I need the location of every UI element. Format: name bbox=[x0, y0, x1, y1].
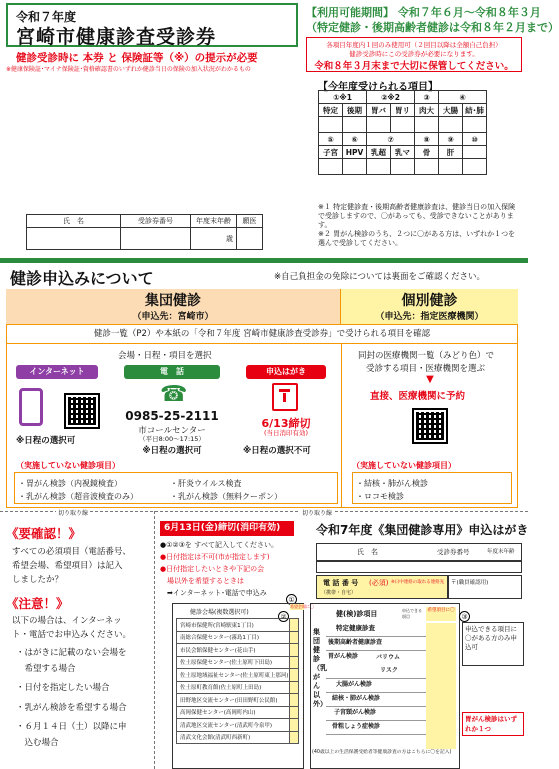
validity-note-2: 健診受診時にこの受診券が必要になります。 bbox=[349, 50, 479, 58]
venue-check[interactable] bbox=[289, 644, 298, 657]
caution-title: 《注意！》 bbox=[6, 596, 69, 611]
venue-item: 佐土原保健センター(佐土原町下田島) bbox=[177, 656, 290, 669]
postcard-deadline-banner: 6月13日(金)締切(消印有効) bbox=[160, 521, 294, 536]
cut-line-vertical bbox=[154, 511, 155, 769]
tel-note: ※日中連絡の取れる連絡先 bbox=[391, 580, 445, 585]
group-unavailable-2: ・肝炎ウイルス検査 bbox=[170, 479, 242, 488]
items-note-1: ※１ 特定健診査・後期高齢者健康診査は、健診当日の加入保険で受診しますので、〇があっても、受診できないことがあります。 bbox=[318, 203, 516, 229]
ticket-warning-sub: ※健康保険証･マイナ保険証･資格確認書のいずれか健診当日の保険の加入状況がわかるもの bbox=[6, 66, 251, 73]
ticket-warning: 健診受診時に 本券 と 保険証等（※）の提示が必要 bbox=[16, 52, 258, 64]
person-number-cell bbox=[121, 228, 191, 250]
divider bbox=[341, 344, 342, 508]
caution-text bbox=[12, 614, 131, 642]
card-deadline-sub: (当日消印有効) bbox=[263, 429, 309, 437]
venue-title: 健診会場(複数選択可) bbox=[190, 609, 249, 616]
items-note-2: ※２ 胃がん検診のうち、２つに〇がある方は、いずれか１つを選んで受診してください。 bbox=[318, 230, 516, 247]
individual-desc-2: 受診する項目・医療機関を選ぶ bbox=[366, 364, 486, 374]
item-num: ①※1 bbox=[319, 91, 367, 104]
validity-period: 【利用可能期間】 令和７年６月～令和８年３月 bbox=[306, 6, 541, 19]
individual-title: 個別健診 bbox=[401, 293, 458, 309]
tel-required: (必須) bbox=[369, 579, 389, 587]
venue-item: 市民会館保健センター(花山手) bbox=[177, 644, 290, 657]
person-header: 願医 bbox=[237, 215, 263, 228]
venue-check[interactable] bbox=[289, 731, 298, 744]
venue-item: 佐土原地域福祉センター(佐土原町東上那珂) bbox=[177, 669, 290, 682]
postcard-instruction: ●①②③を すべて記入してください。 bbox=[160, 541, 279, 549]
caution-item: ・乳がん検診を希望する場合 bbox=[16, 702, 127, 713]
name-label: 氏 名 bbox=[357, 548, 378, 556]
confirm-text bbox=[12, 545, 131, 587]
validity-note-1: 各項目年度内１回のみ使用可（２回目以降は全額自己負担） bbox=[326, 41, 502, 49]
person-header: 氏 名 bbox=[27, 215, 121, 228]
postal-label: 〒(職員確認用) bbox=[451, 580, 489, 586]
venue-check[interactable] bbox=[289, 681, 298, 694]
item-num: ⑨ bbox=[439, 133, 463, 146]
exam-bario: バリウム bbox=[376, 654, 400, 661]
venue-item: 田野地区交流センター(田田野町公民館) bbox=[177, 694, 290, 707]
individual-exam-header bbox=[341, 289, 518, 324]
venue-check[interactable] bbox=[289, 631, 298, 644]
venue-mark: 希望会場に〇 bbox=[290, 604, 314, 609]
exam-item: 骨粗しょう症検診 bbox=[326, 721, 456, 735]
group-sub: （申込先：宮崎市） bbox=[132, 312, 214, 322]
venue-item: 清武文化会館(清武町西新町) bbox=[177, 731, 290, 744]
exam-title: 健(検)診項目 bbox=[336, 610, 378, 618]
exam-risk: リスク bbox=[380, 667, 398, 674]
confirm-line: 希望会場、希望項目）は記入 bbox=[12, 561, 123, 571]
item-label: 肝 bbox=[439, 146, 463, 159]
exam-item: 子宮頸がん検診 bbox=[326, 707, 456, 721]
phone-field[interactable] bbox=[316, 575, 448, 599]
caution-line: ト・電話でお申込みください。 bbox=[12, 630, 132, 640]
validity-notice-box bbox=[306, 37, 522, 72]
circle-1: ① bbox=[286, 587, 297, 606]
internet-label: インターネット bbox=[16, 365, 98, 379]
circle-3: ③ bbox=[459, 604, 470, 623]
item-label: 後期 bbox=[343, 104, 367, 117]
exam-group: 集団健診（乳がん以外） bbox=[313, 628, 327, 708]
item-label: 骨 bbox=[415, 146, 439, 159]
group-unavailable-3: ・乳がん検診（超音波検査のみ） bbox=[18, 492, 138, 501]
group-unavailable-4: ・乳がん検診（無料クーポン） bbox=[170, 492, 282, 501]
tel-label: 電 話 番 号 bbox=[323, 579, 359, 587]
postal-field bbox=[448, 575, 522, 599]
group-exam-header bbox=[6, 289, 341, 324]
item-num: ⑧ bbox=[415, 133, 439, 146]
item-num: ④ bbox=[439, 91, 487, 104]
item-label: 胃リ bbox=[391, 104, 415, 117]
card-label: 申込はがき bbox=[246, 365, 326, 379]
caution-item: ・はがきに記載のない会場を bbox=[16, 648, 127, 658]
card-deadline: 6/13締切 bbox=[261, 417, 311, 430]
internet-note: ※日程の選択可 bbox=[16, 436, 76, 446]
caution-line: 以下の場合は、インターネッ bbox=[12, 616, 122, 626]
individual-unavailable-1: ・結核・肺がん検診 bbox=[356, 479, 428, 488]
item-num: ②※2 bbox=[367, 91, 415, 104]
item-label: 特定 bbox=[319, 104, 343, 117]
arrow-down-icon: ▼ bbox=[426, 374, 434, 385]
exam-footer: (40歳以上の生活保護受給者等健康診査の方はこちらに〇を記入) bbox=[312, 750, 452, 755]
exam-item: 特定健康診査 bbox=[326, 623, 456, 637]
venue-item: 宮崎市保健所(宮崎駅東1丁目) bbox=[177, 619, 290, 632]
caution-item: 込む場合 bbox=[16, 737, 59, 748]
validity-note-3: 令和８年３月末まで大切に保管してください。 bbox=[314, 61, 514, 72]
exam-item: 胃がん検診 bbox=[328, 653, 359, 660]
items-title: 【今年度受けられる項目】 bbox=[318, 82, 438, 93]
confirm-title: 《要確認！》 bbox=[6, 526, 82, 541]
exam-col-a: 申込できる項目 bbox=[402, 608, 422, 619]
item-label: 大腸 bbox=[439, 104, 463, 117]
card-note: ※日程の選択不可 bbox=[243, 446, 311, 456]
person-table bbox=[26, 214, 263, 250]
exam-item: 後期高齢者健康診査 bbox=[326, 637, 456, 651]
item-label: 乳マ bbox=[391, 146, 415, 159]
smartphone-icon bbox=[19, 388, 43, 426]
ticket-title: 宮崎市健康診査受診券 bbox=[16, 26, 217, 48]
cut-label: 切り取り線 bbox=[302, 510, 333, 517]
individual-sub: （申込先：指定医療機関） bbox=[375, 312, 484, 322]
confirm-line: すべての必須項目（電話番号、 bbox=[12, 547, 131, 557]
item-label: 子宮 bbox=[319, 146, 343, 159]
tel-mobile: （携帯・自宅） bbox=[321, 590, 357, 596]
section-title: 健診申込みについて bbox=[10, 269, 154, 288]
group-unavailable-1: ・胃がん検診（内視鏡検査） bbox=[18, 479, 122, 488]
venue-check[interactable] bbox=[289, 619, 298, 632]
exam-item: 大腸がん検診 bbox=[326, 679, 456, 693]
group-confirm-row: 健診一覧（P2）や本紙の「令和７年度 宮崎市健康診査受診券」で受けられる項目を確認 bbox=[6, 324, 518, 344]
venue-item: 佐土原町教育館(佐土原町上田島) bbox=[177, 681, 290, 694]
person-name-cell bbox=[27, 228, 121, 250]
person-header: 年度末年齢 bbox=[191, 215, 237, 228]
circle-2: ② bbox=[278, 604, 289, 623]
venue-check[interactable] bbox=[289, 656, 298, 669]
qr-code-icon[interactable] bbox=[412, 408, 448, 444]
person-age-cell: 歳 bbox=[191, 228, 237, 250]
venue-check[interactable] bbox=[289, 669, 298, 682]
venue-item: 南総合保健センター(霧島1丁目) bbox=[177, 631, 290, 644]
side-note-1: 申込できる項目に〇がある方のみ申込可 bbox=[462, 622, 524, 666]
person-header: 受診券番号 bbox=[121, 215, 191, 228]
venue-item: 高岡保健センター(高岡町内山) bbox=[177, 706, 290, 719]
item-label: 結･肺 bbox=[463, 104, 487, 117]
venue-table bbox=[176, 618, 299, 744]
caution-item: ・日付を指定したい場合 bbox=[16, 683, 110, 693]
phone-label: 電 話 bbox=[124, 365, 220, 379]
ticket-title-box bbox=[6, 3, 298, 47]
validity-exception: （特定健診・後期高齢者健診は令和８年２月まで） bbox=[306, 21, 559, 34]
venue-check[interactable] bbox=[289, 706, 298, 719]
postcard-instruction: ➡インターネット･電話で申込み bbox=[160, 589, 267, 597]
confirm-line: しましたか？ bbox=[12, 575, 64, 585]
caution-item: 希望する場合 bbox=[16, 663, 76, 674]
item-label: 乳超 bbox=[367, 146, 391, 159]
group-title: 集団健診 bbox=[145, 293, 201, 309]
group-unavailable-title: （実施していない健診項目） bbox=[16, 461, 120, 470]
items-notes bbox=[318, 203, 522, 248]
postcard-icon bbox=[272, 383, 298, 411]
section-rule bbox=[0, 258, 528, 263]
venue-item: 清武地区交流センター(清武町今泉甲) bbox=[177, 719, 290, 732]
side-note-2: 胃がん検診はいずれか１つ bbox=[462, 712, 524, 736]
individual-desc-1: 同封の医療機関一覧（みどり色）で bbox=[358, 351, 495, 361]
phone-hours: （平日8:00～17:15） bbox=[139, 435, 205, 443]
item-label: HPV bbox=[343, 146, 367, 159]
venue-check[interactable] bbox=[289, 719, 298, 732]
item-label: 肉大 bbox=[415, 104, 439, 117]
item-num: ⑩ bbox=[463, 133, 487, 146]
phone-note: ※日程の選択可 bbox=[142, 446, 202, 456]
person-doctor-cell bbox=[237, 228, 263, 250]
postcard-instruction: ●日付指定したいときや下記の会 bbox=[160, 565, 265, 573]
venue-check[interactable] bbox=[289, 694, 298, 707]
item-label: 胃バ bbox=[367, 104, 391, 117]
phone-number[interactable]: 0985-25-2111 bbox=[125, 409, 219, 423]
ticket-header bbox=[6, 3, 298, 73]
cut-label: 切り取り線 bbox=[58, 510, 89, 517]
exam-col-b: 希望項目に〇 bbox=[426, 607, 456, 621]
name-row bbox=[316, 543, 522, 561]
phone-center: 市コールセンター bbox=[138, 426, 206, 436]
caution-item: ・６月１４日（土）以降に申 bbox=[16, 722, 127, 732]
items-table bbox=[318, 90, 487, 175]
number-label: 受診券番号 bbox=[437, 548, 470, 556]
name-input-row[interactable] bbox=[316, 561, 522, 573]
individual-direct: 直接、医療機関に予約 bbox=[370, 391, 466, 402]
phone-icon: ☎ bbox=[160, 382, 188, 407]
age-label: 年度末年齢 bbox=[487, 549, 515, 555]
section-note: ※自己負担金の免除については裏面をご確認ください。 bbox=[274, 272, 485, 282]
ticket-year: 令和７年度 bbox=[16, 10, 77, 24]
item-num: ③ bbox=[415, 91, 439, 104]
postcard-instruction: ●日付指定は不可(市が指定します) bbox=[160, 553, 270, 561]
postcard-instructions bbox=[160, 539, 278, 599]
exam-item: 結核・肺がん検診 bbox=[326, 693, 456, 707]
item-num: ⑥ bbox=[343, 133, 367, 146]
qr-code-icon[interactable] bbox=[64, 393, 100, 429]
postcard-title: 令和7年度《集団健診専用》申込はがき bbox=[316, 523, 529, 537]
group-select: 会場・日程・項目を選択 bbox=[118, 351, 212, 361]
exam-check-column[interactable] bbox=[426, 623, 456, 749]
individual-unavailable-2: ・ロコモ検診 bbox=[356, 492, 404, 501]
item-num: ⑦ bbox=[367, 133, 415, 146]
item-num: ⑤ bbox=[319, 133, 343, 146]
postcard-instruction: 場以外を希望するときは bbox=[160, 577, 244, 585]
individual-unavailable-title: （実施していない健診項目） bbox=[352, 461, 456, 470]
caution-list bbox=[16, 646, 127, 751]
